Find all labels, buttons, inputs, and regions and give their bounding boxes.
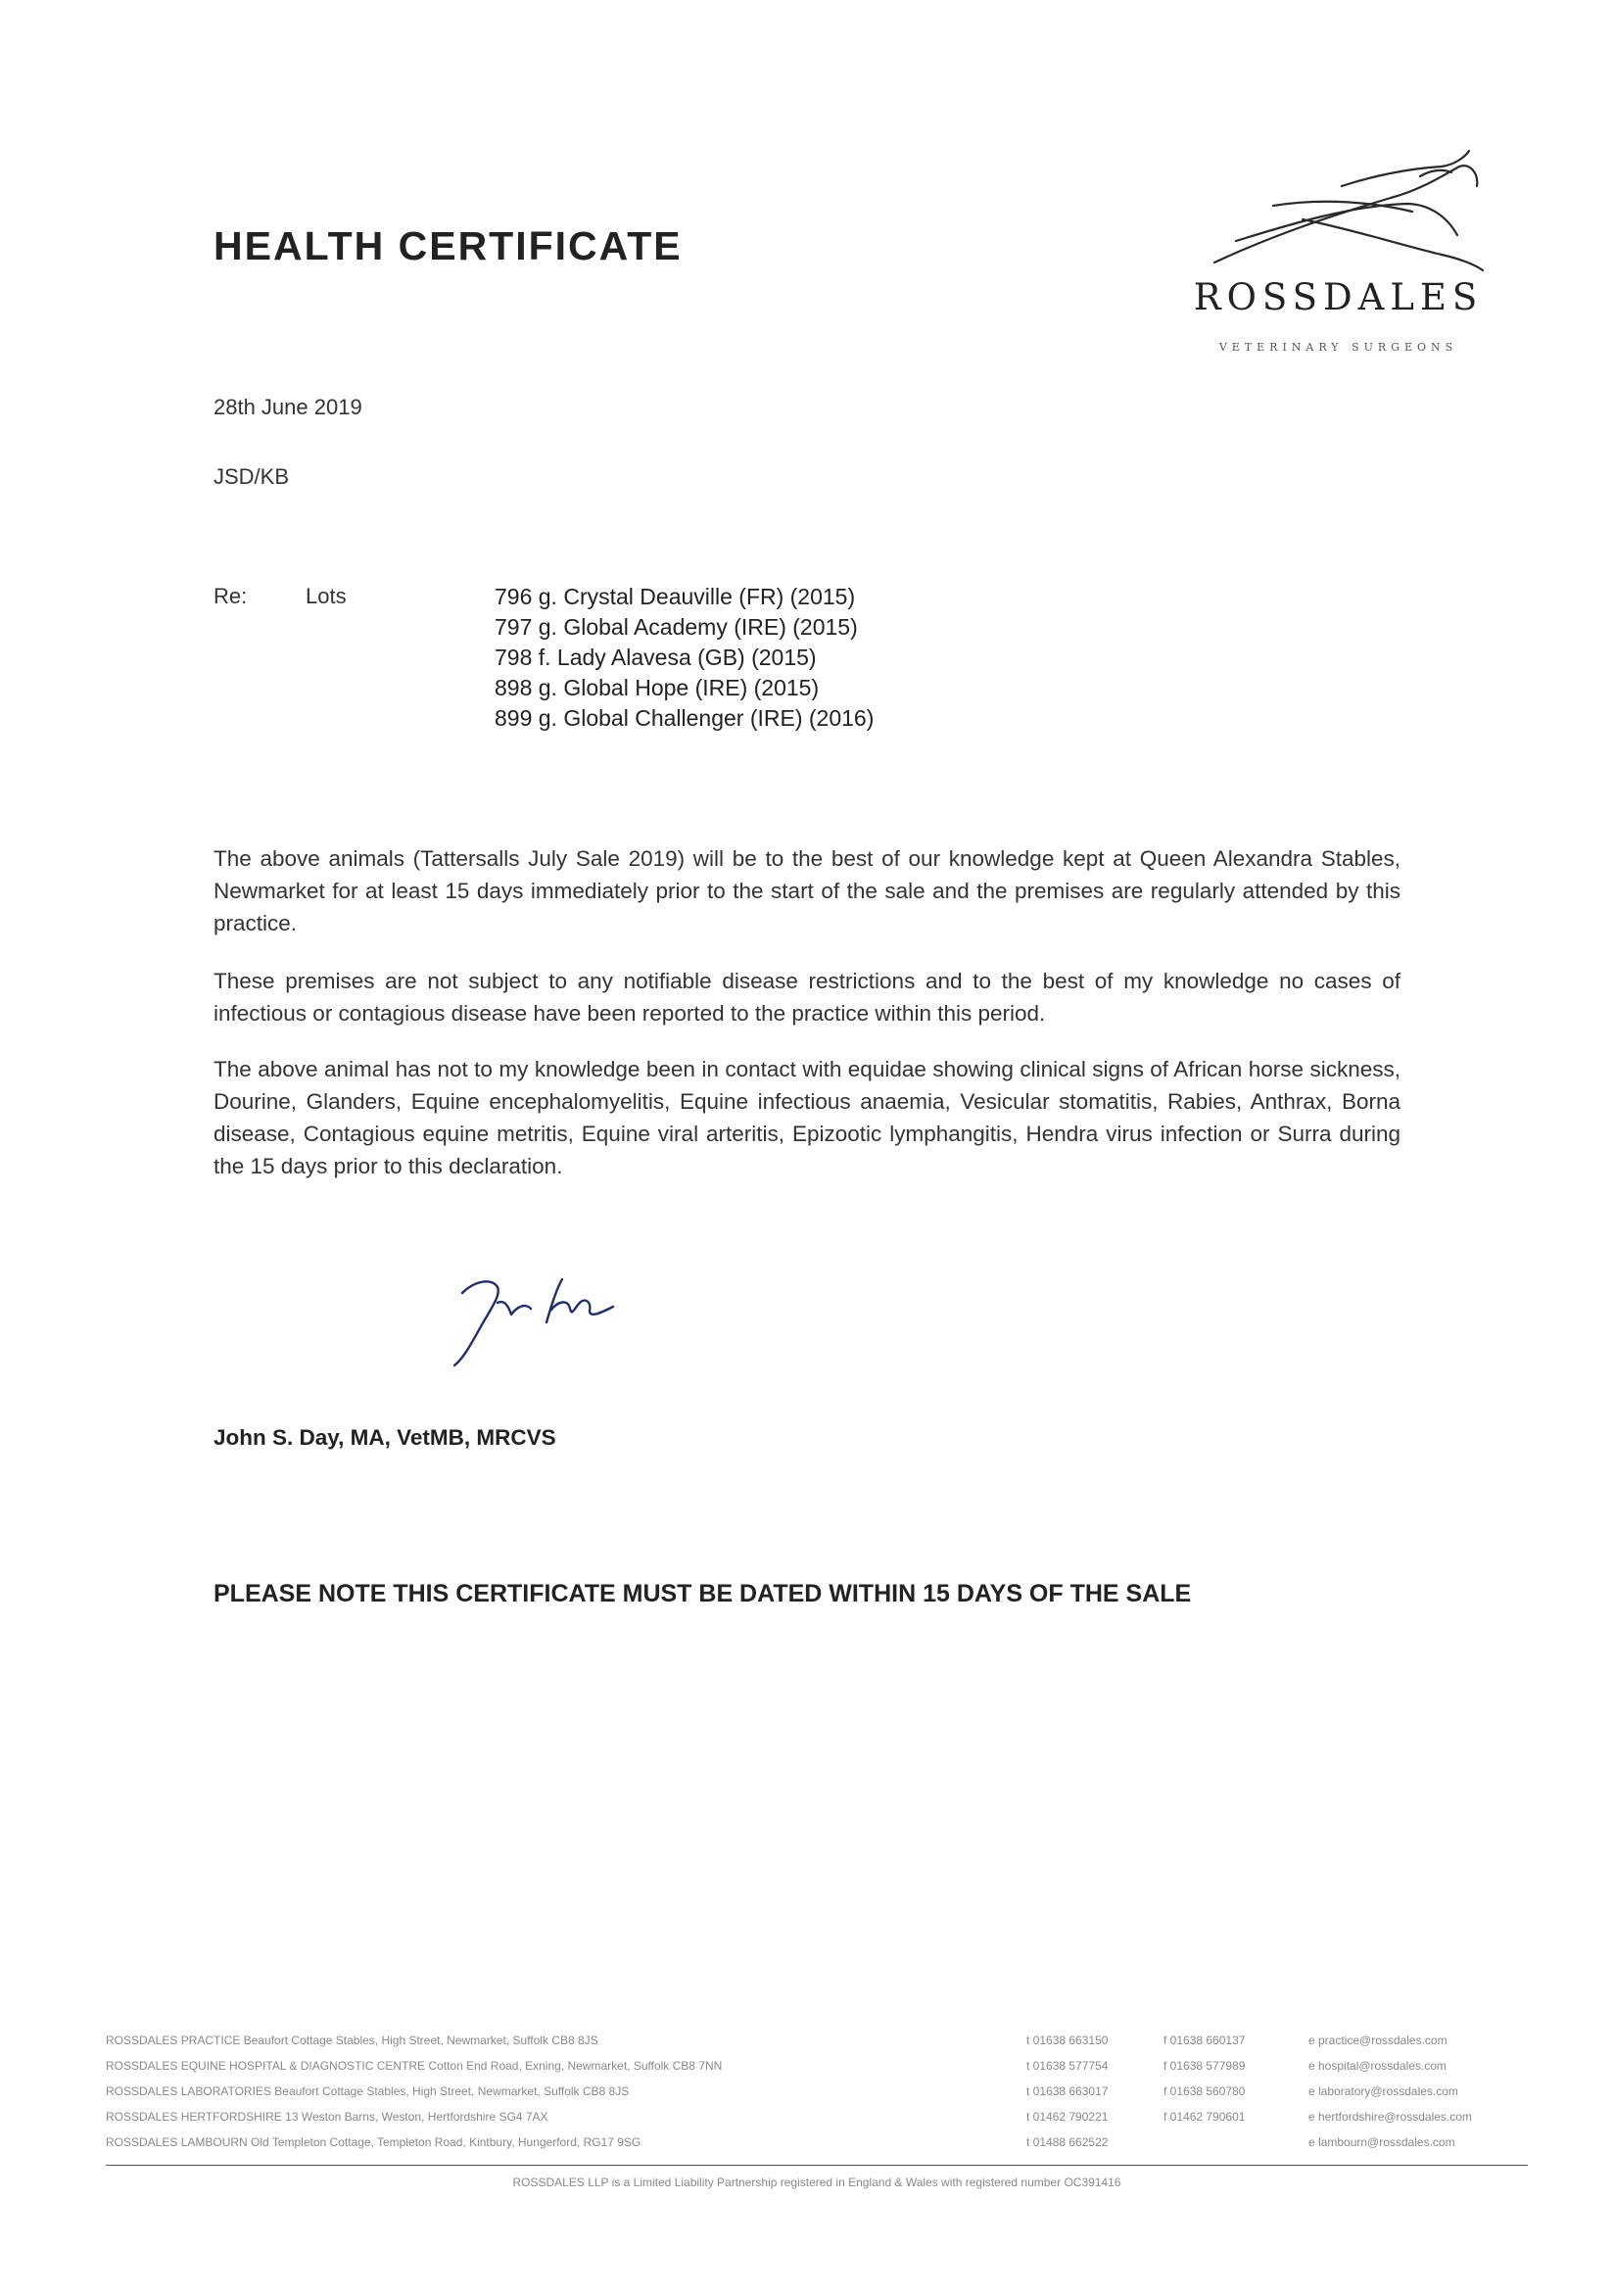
lot-item: 898 g. Global Hope (IRE) (2015) — [495, 675, 820, 700]
office-telephone: t 01638 663150 — [1026, 2033, 1109, 2047]
office-fax: f 01638 660137 — [1163, 2033, 1246, 2047]
office-email: e practice@rossdales.com — [1308, 2033, 1448, 2047]
lot-item: 797 g. Global Academy (IRE) (2015) — [495, 614, 858, 640]
office-address: ROSSDALES LABORATORIES Beaufort Cottage Stables, High Street, Newmarket, Suffolk CB8 8JS — [106, 2084, 630, 2098]
footer-office-row — [106, 2106, 1528, 2131]
rossdales-logo — [1185, 147, 1489, 372]
footer-office-row — [106, 2131, 1528, 2157]
office-telephone: t 01638 577754 — [1026, 2059, 1109, 2073]
office-email: e laboratory@rossdales.com — [1308, 2084, 1458, 2098]
signatory-name: John S. Day, MA, VetMB, MRCVS — [214, 1425, 556, 1450]
lot-list — [495, 582, 874, 734]
lots-label: Lots — [306, 584, 347, 608]
lot-item: 798 f. Lady Alavesa (GB) (2015) — [495, 645, 817, 670]
logo-tagline: VETERINARY SURGEONS — [1218, 341, 1458, 354]
re-label: Re: — [214, 584, 248, 608]
office-fax: f 01638 577989 — [1163, 2059, 1246, 2073]
office-address: ROSSDALES PRACTICE Beaufort Cottage Stables, High Street, Newmarket, Suffolk CB8 8JS — [106, 2033, 598, 2047]
office-email: e hertfordshire@rossdales.com — [1308, 2110, 1472, 2124]
logo-wordmark: ROSSDALES — [1193, 276, 1484, 318]
office-telephone: t 01462 790221 — [1026, 2110, 1109, 2124]
footer — [106, 2030, 1528, 2189]
letter-reference: JSD/KB — [214, 464, 290, 489]
company-registration: ROSSDALES LLP is a Limited Liability Partnership registered in England & Wales with registered number OC391416 — [512, 2176, 1121, 2189]
office-telephone: t 01488 662522 — [1026, 2135, 1109, 2149]
office-telephone: t 01638 663017 — [1026, 2084, 1109, 2098]
lot-item: 796 g. Crystal Deauville (FR) (2015) — [495, 584, 856, 609]
office-email: e lambourn@rossdales.com — [1308, 2135, 1455, 2149]
certificate-notice: PLEASE NOTE THIS CERTIFICATE MUST BE DATED WITHIN 15 DAYS OF THE SALE — [214, 1580, 1192, 1607]
office-address: ROSSDALES EQUINE HOSPITAL & DIAGNOSTIC CENTRE Cotton End Road, Exning, Newmarket, Suffolk CB8 7NN — [106, 2059, 723, 2073]
handwritten-signature — [441, 1264, 676, 1371]
office-address: ROSSDALES LAMBOURN Old Templeton Cottage, Templeton Road, Kintbury, Hungerford, RG17 9SG — [106, 2135, 641, 2149]
office-fax: f 01462 790601 — [1163, 2110, 1246, 2124]
paragraph-contact-declaration: The above animal has not to my knowledge been in contact with equidae showing clinical signs of African horse sickness, Dourine, Glanders, Equine encephalomyelitis, Equine infectious anaemia, Vesicular stomatitis, Rabies, Anthrax, Borna disease, Contagious equine metritis, Equine viral arteritis, Epizootic lymphangitis, Hendra virus infection or Surra during the 15 days prior to this declaration. — [214, 1057, 1400, 1178]
letter-date: 28th June 2019 — [214, 395, 362, 419]
footer-office-row — [106, 2055, 1528, 2081]
office-fax: f 01638 560780 — [1163, 2084, 1246, 2098]
footer-office-row — [106, 2030, 1528, 2055]
office-email: e hospital@rossdales.com — [1308, 2059, 1447, 2073]
horse-icon — [1185, 147, 1489, 274]
footer-office-row — [106, 2081, 1528, 2106]
office-address: ROSSDALES HERTFORDSHIRE 13 Weston Barns, Weston, Hertfordshire SG4 7AX — [106, 2110, 548, 2124]
certificate-title: HEALTH CERTIFICATE — [214, 223, 683, 268]
paragraph-disease-restrictions: These premises are not subject to any notifiable disease restrictions and to the best of my knowledge no cases of infectious or contagious disease have been reported to the practice within this period. — [214, 969, 1400, 1026]
paragraph-sale-premises: The above animals (Tattersalls July Sale 2019) will be to the best of our knowledge kept at Queen Alexandra Stables, Newmarket for at least 15 days immediately prior to the start of the sale and the premises are regularly attended by this practice. — [214, 846, 1400, 935]
lot-item: 899 g. Global Challenger (IRE) (2016) — [495, 705, 875, 731]
footer-divider — [106, 2165, 1528, 2166]
